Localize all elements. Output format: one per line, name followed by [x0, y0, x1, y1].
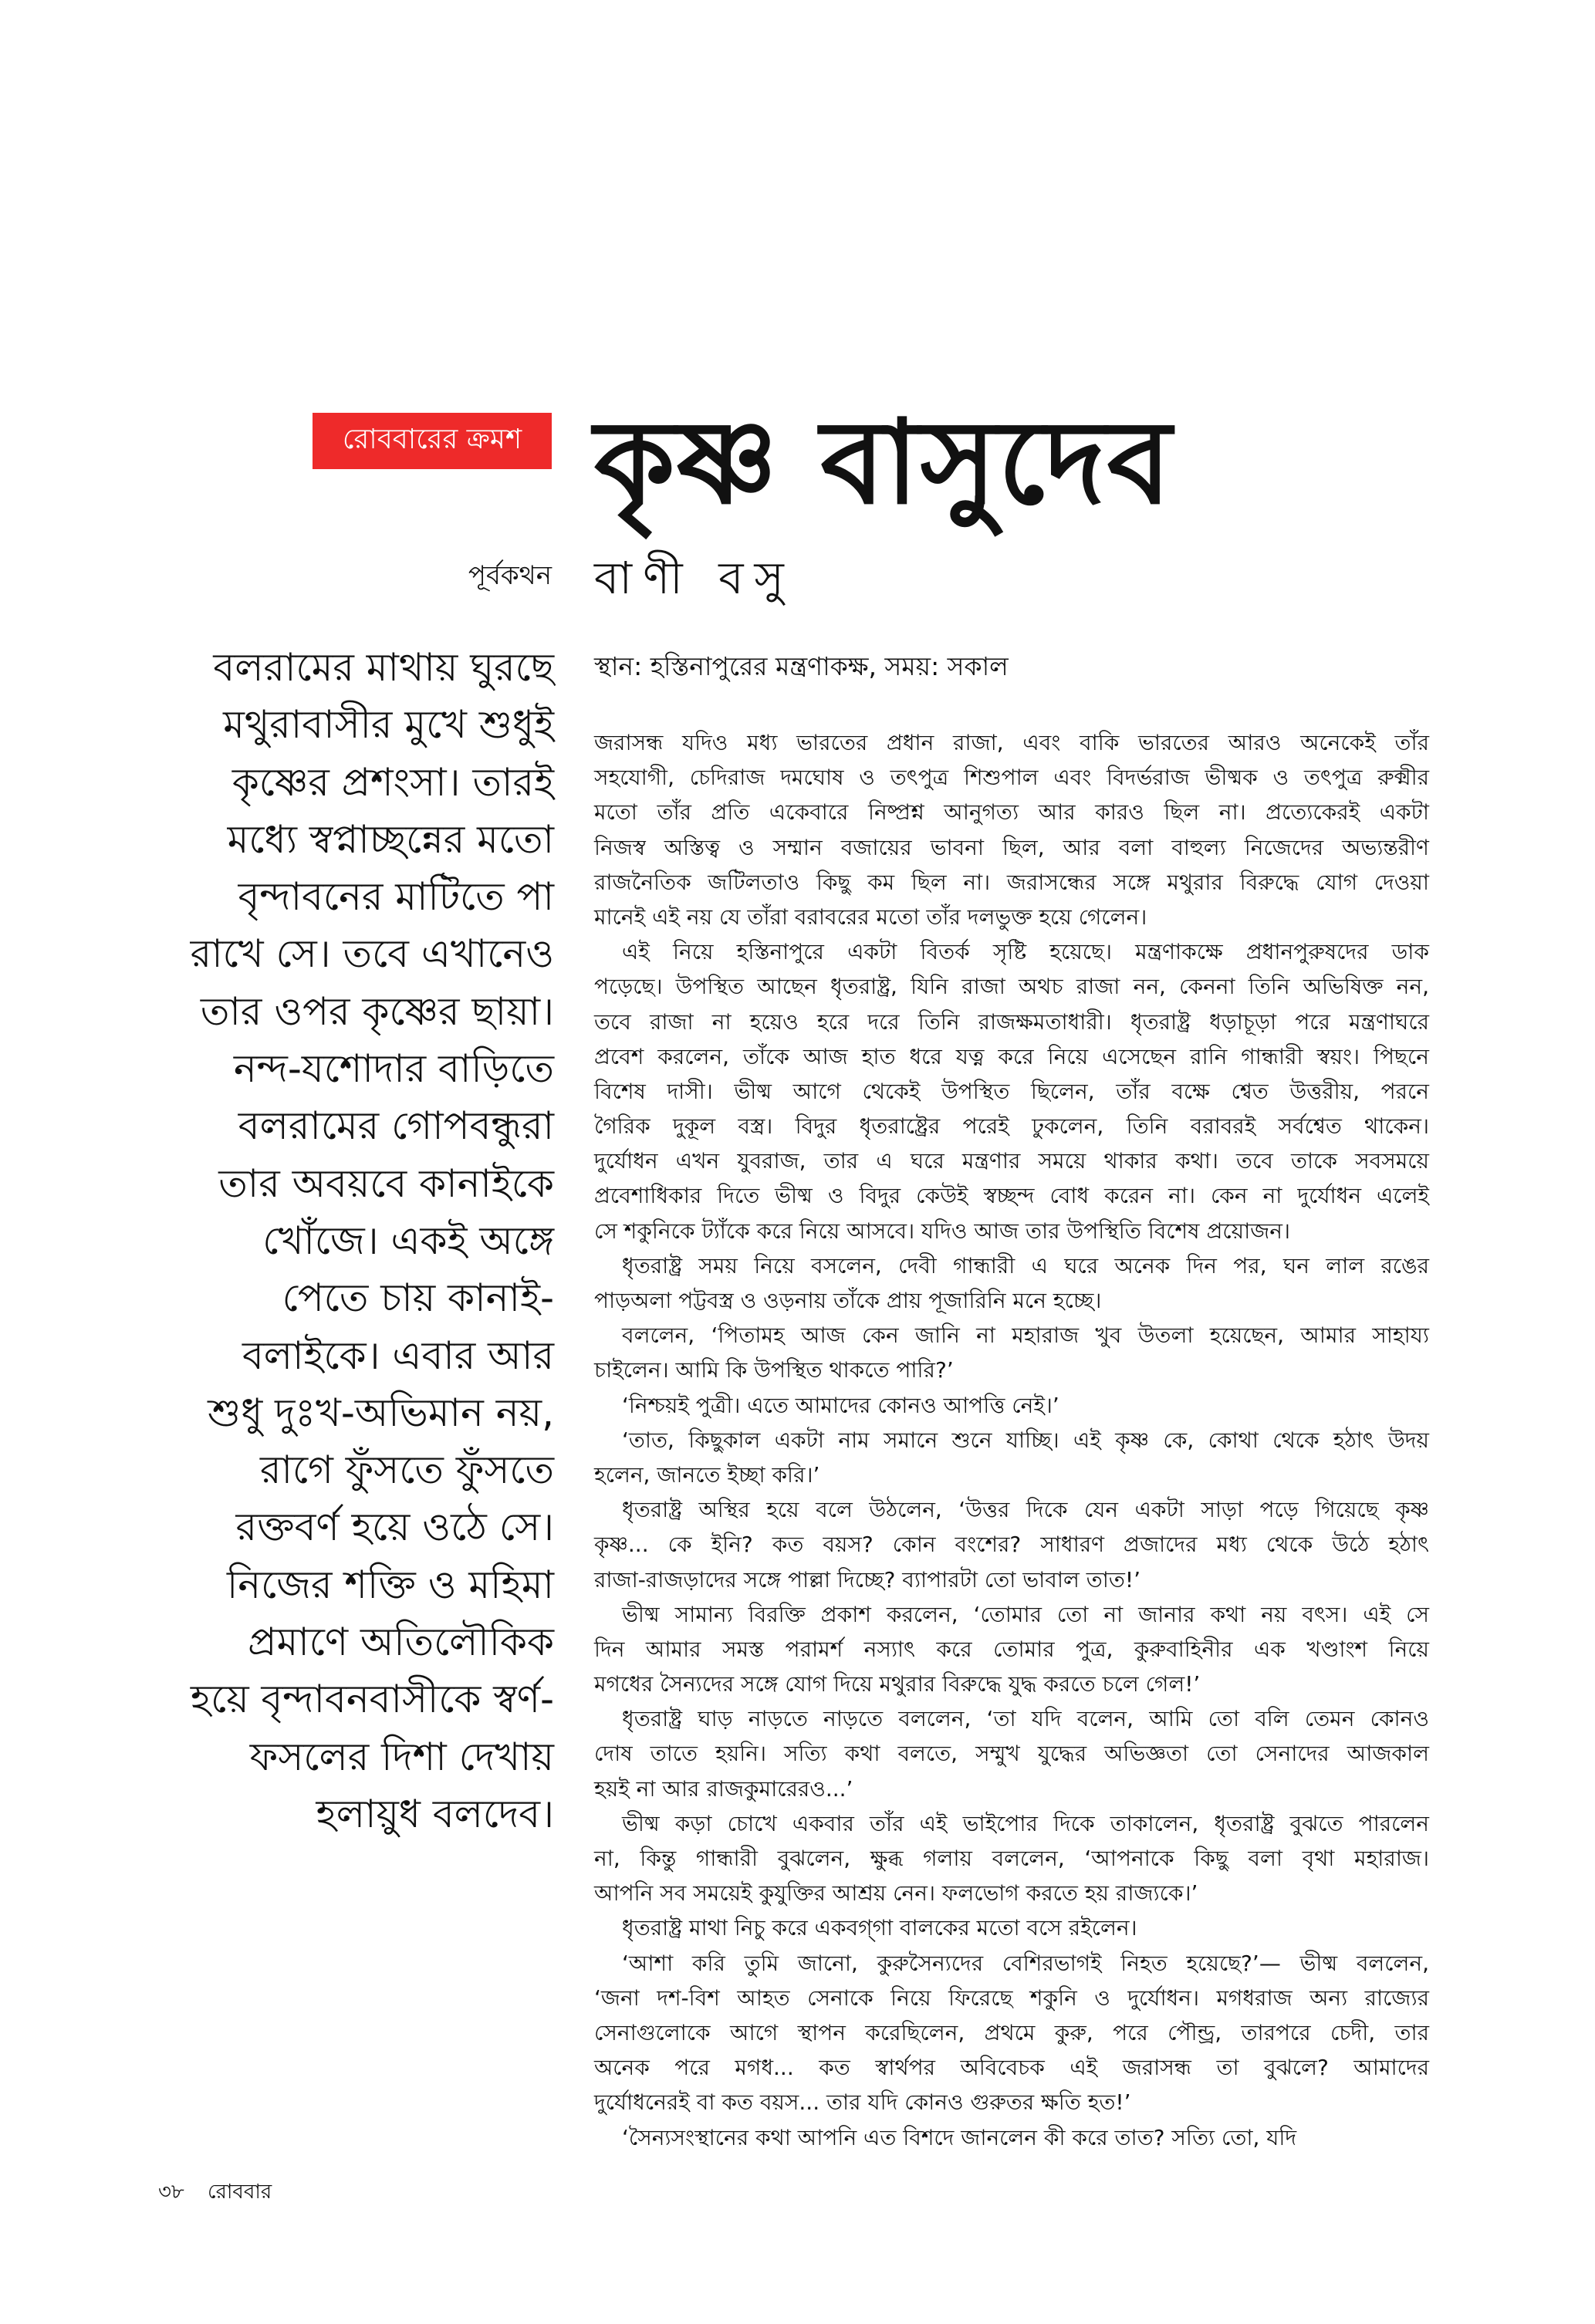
author-name: বাণী বসু	[594, 552, 795, 604]
pull-quote-line: পেতে চায় কানাই-	[282, 1275, 554, 1321]
body-line: মতো তাঁর প্রতি একেবারে নিষ্প্রশ্ন আনুগত্য আর কারও ছিল না। প্রত্যেকেরই একটা	[594, 799, 1429, 826]
article-body	[594, 725, 1429, 2155]
page-number: ৩৮	[158, 2180, 184, 2204]
body-line: সে শকুনিকে ট্যাঁকে করে নিয়ে আসবে। যদিও আজ তার উপস্থিতি বিশেষ প্রয়োজন।	[594, 1218, 1291, 1244]
pull-quote-line: হয়ে বৃন্দাবনবাসীকে স্বর্ণ-	[190, 1677, 554, 1722]
body-line: ‘তাত, কিছুকাল একটা নাম সমানে শুনে যাচ্ছি। এই কৃষ্ণ কে, কোথা থেকে হঠাৎ উদয়	[622, 1427, 1429, 1453]
pull-quote	[137, 639, 554, 1843]
body-line: রাজনৈতিক জটিলতাও কিছু কম ছিল না। জরাসন্ধের সঙ্গে মথুরার বিরুদ্ধে যোগ দেওয়া	[594, 869, 1429, 895]
body-line: রাজা-রাজড়াদের সঙ্গে পাল্লা দিচ্ছে? ব্যাপারটা তো ভাবাল তাত!’	[594, 1566, 1140, 1593]
magazine-name: রোববার	[208, 2180, 272, 2204]
pull-quote-line: রক্তবর্ণ হয়ে ওঠে সে।	[235, 1505, 554, 1550]
pull-quote-line: শুধু দুঃখ-অভিমান নয়,	[208, 1390, 554, 1435]
pull-quote-line: বলরামের গোপবন্ধুরা	[238, 1103, 554, 1149]
pull-quote-line: রাগে ফুঁসতে ফুঁসতে	[259, 1447, 554, 1493]
body-line: চাইলেন। আমি কি উপস্থিত থাকতে পারি?’	[594, 1357, 954, 1383]
body-line: দুর্যোধনেরই বা কত বয়স... তার যদি কোনও গুরুতর ক্ষতি হত!’	[594, 2089, 1131, 2116]
kicker-label: পূর্বকথন	[468, 560, 552, 591]
body-line: তবে রাজা না হয়েও হরে দরে তিনি রাজক্ষমতাধারী। ধৃতরাষ্ট্র ধড়াচূড়া পরে মন্ত্রণাঘরে	[594, 1008, 1429, 1035]
article-title: কৃষ্ণ বাসুদেব	[594, 396, 1174, 530]
body-line: নিজস্ব অস্তিত্ব ও সম্মান বজায়ের ভাবনা ছিল, আর বলা বাহুল্য নিজেদের অভ্যন্তরীণ	[594, 834, 1429, 860]
pull-quote-line: প্রমাণে অতিলৌকিক	[248, 1620, 554, 1665]
body-line: দোষ তাতে হয়নি। সত্যি কথা বলতে, সম্মুখ যুদ্ধের অভিজ্ঞতা তো সেনাদের আজকাল	[594, 1741, 1430, 1767]
body-line: ‘জনা দশ-বিশ আহত সেনাকে নিয়ে ফিরেছে শকুনি ও দুর্যোধন। মগধরাজ অন্য রাজ্যের	[594, 1985, 1429, 2011]
body-line: ধৃতরাষ্ট্র সময় নিয়ে বসলেন, দেবী গান্ধারী এ ঘরে অনেক দিন পর, ঘন লাল রঙের	[622, 1252, 1429, 1279]
pull-quote-line: নন্দ-যশোদার বাড়িতে	[233, 1046, 554, 1092]
pull-quote-line: মধ্যে স্বপ্নাচ্ছন্নের মতো	[227, 816, 554, 862]
body-line: মগধের সৈন্যদের সঙ্গে যোগ দিয়ে মথুরার বিরুদ্ধে যুদ্ধ করতে চলে গেল!’	[594, 1671, 1201, 1697]
body-line: ধৃতরাষ্ট্র ঘাড় নাড়তে নাড়তে বললেন, ‘তা যদি বলেন, আমি তো বলি তেমন কোনও	[622, 1706, 1429, 1732]
pull-quote-line: ফসলের দিশা দেখায়	[249, 1734, 554, 1779]
body-line: দিন আমার সমস্ত পরামর্শ নস্যাৎ করে তোমার পুত্র, কুরুবাহিনীর এক খণ্ডাংশ নিয়ে	[594, 1636, 1429, 1662]
body-line: ‘আশা করি তুমি জানো, কুরুসৈন্যদের বেশিরভাগই নিহত হয়েছে?’— ভীষ্ম বললেন,	[622, 1950, 1429, 1976]
body-line: পাড়অলা পট্টবস্ত্র ও ওড়নায় তাঁকে প্রায় পূজারিনি মনে হচ্ছে।	[594, 1288, 1102, 1313]
pull-quote-line: নিজের শক্তি ও মহিমা	[226, 1562, 554, 1607]
body-line: জরাসন্ধ যদিও মধ্য ভারতের প্রধান রাজা, এবং বাকি ভারতের আরও অনেকেই তাঁর	[594, 730, 1429, 755]
body-line: সেনাগুলোকে আগে স্থাপন করেছিলেন, প্রথমে কুরু, পরে পৌন্ড্র, তারপরে চেদী, তার	[594, 2019, 1429, 2045]
body-line: সহযোগী, চেদিরাজ দমঘোষ ও তৎপুত্র শিশুপাল এবং বিদর্ভরাজ ভীষ্মক ও তৎপুত্র রুক্মীর	[594, 765, 1429, 791]
body-line: অনেক পরে মগধ... কত স্বার্থপর অবিবেচক এই জরাসন্ধ তা বুঝলে? আমাদের	[594, 2055, 1429, 2081]
body-line: গৈরিক দুকূল বস্ত্র। বিদুর ধৃতরাষ্ট্রের পরেই ঢুকলেন, তিনি বরাবরই সর্বশ্বেত থাকেন।	[594, 1113, 1429, 1140]
pull-quote-line: বলরামের মাথায় ঘুরছে	[213, 645, 554, 690]
body-line: পড়েছে। উপস্থিত আছেন ধৃতরাষ্ট্র, যিনি রাজা অথচ রাজা নন, কেননা তিনি অভিষিক্ত নন,	[594, 974, 1429, 1000]
pull-quote-line: হলায়ুধ বলদেব।	[316, 1791, 554, 1836]
body-line: ধৃতরাষ্ট্র মাথা নিচু করে একবগ্‌গা বালকের মতো বসে রইলেন।	[622, 1915, 1137, 1941]
body-line: হয়ই না আর রাজকুমারেরও...’	[594, 1775, 853, 1802]
pull-quote-line: তার ওপর কৃষ্ণের ছায়া।	[200, 988, 554, 1034]
body-line: প্রবেশ করলেন, তাঁকে আজ হাত ধরে যত্ন করে নিয়ে এসেছেন রানি গান্ধারী স্বয়ং। পিছনে	[594, 1043, 1429, 1069]
pull-quote-line: খোঁজে। একই অঙ্গে	[262, 1218, 554, 1263]
body-line: বললেন, ‘পিতামহ আজ কেন জানি না মহারাজ খুব উতলা হয়েছেন, আমার সাহায্য	[622, 1322, 1429, 1349]
body-line: ‘সৈন্যসংস্থানের কথা আপনি এত বিশদে জানলেন কী করে তাত? সত্যি তো, যদি	[622, 2124, 1297, 2150]
body-line: প্রবেশাধিকার দিতে ভীষ্ম ও বিদুর কেউই স্বচ্ছন্দ বোধ করেন না। কেন না দুর্যোধন এলেই	[594, 1183, 1429, 1209]
pull-quote-line: বৃন্দাবনের মাটিতে পা	[238, 874, 554, 920]
body-line: ভীষ্ম সামান্য বিরক্তি প্রকাশ করলেন, ‘তোমার তো না জানার কথা নয় বৎস। এই সে	[622, 1601, 1429, 1627]
pull-quote-line: তার অবয়বে কানাইকে	[218, 1160, 554, 1206]
body-line: এই নিয়ে হস্তিনাপুরে একটা বিতর্ক সৃষ্টি হয়েছে। মন্ত্রণাকক্ষে প্রধানপুরুষদের ডাক	[622, 939, 1429, 965]
body-line: ভীষ্ম কড়া চোখে একবার তাঁর এই ভাইপোর দিকে তাকালেন, ধৃতরাষ্ট্র বুঝতে পারলেন	[622, 1810, 1429, 1836]
body-line: না, কিন্তু গান্ধারী বুঝলেন, ক্ষুব্ধ গলায় বললেন, ‘আপনাকে কিছু বলা বৃথা মহারাজ।	[594, 1846, 1429, 1871]
page-footer	[158, 2176, 289, 2210]
series-tag: রোববারের ক্রমশ	[313, 413, 552, 469]
body-line: আপনি সব সময়েই কুযুক্তির আশ্রয় নেন। ফলভোগ করতে হয় রাজ্যকে।’	[594, 1880, 1198, 1907]
body-line: দুর্যোধন এখন যুবরাজ, তার এ ঘরে মন্ত্রণার সময়ে থাকার কথা। তবে তাকে সবসময়ে	[594, 1148, 1429, 1174]
pull-quote-line: রাখে সে। তবে এখানেও	[190, 931, 554, 977]
pull-quote-line: কৃষ্ণের প্রশংসা। তারই	[231, 759, 554, 805]
pull-quote-line: মথুরাবাসীর মুখে শুধুই	[223, 702, 554, 748]
body-line: হলেন, জানতে ইচ্ছা করি।’	[594, 1461, 820, 1488]
body-line: ‘নিশ্চয়ই পুত্রী। এতে আমাদের কোনও আপত্তি নেই।’	[622, 1392, 1059, 1418]
body-line: মানেই এই নয় যে তাঁরা বরাবরের মতো তাঁর দলভুক্ত হয়ে গেলেন।	[594, 904, 1147, 930]
pull-quote-line: বলাইকে। এবার আর	[242, 1333, 554, 1378]
body-line: বিশেষ দাসী। ভীষ্ম আগে থেকেই উপস্থিত ছিলেন, তাঁর বক্ষে শ্বেত উত্তরীয়, পরনে	[594, 1078, 1429, 1104]
body-line: ধৃতরাষ্ট্র অস্থির হয়ে বলে উঠলেন, ‘উত্তর দিকে যেন একটা সাড়া পড়ে গিয়েছে কৃষ্ণ	[622, 1497, 1429, 1523]
location-line: স্থান: হস্তিনাপুরের মন্ত্রণাকক্ষ, সময়: সকাল	[594, 651, 1009, 681]
body-line: কৃষ্ণ... কে ইনি? কত বয়স? কোন বংশের? সাধারণ প্রজাদের মধ্য থেকে উঠে হঠাৎ	[594, 1532, 1429, 1558]
